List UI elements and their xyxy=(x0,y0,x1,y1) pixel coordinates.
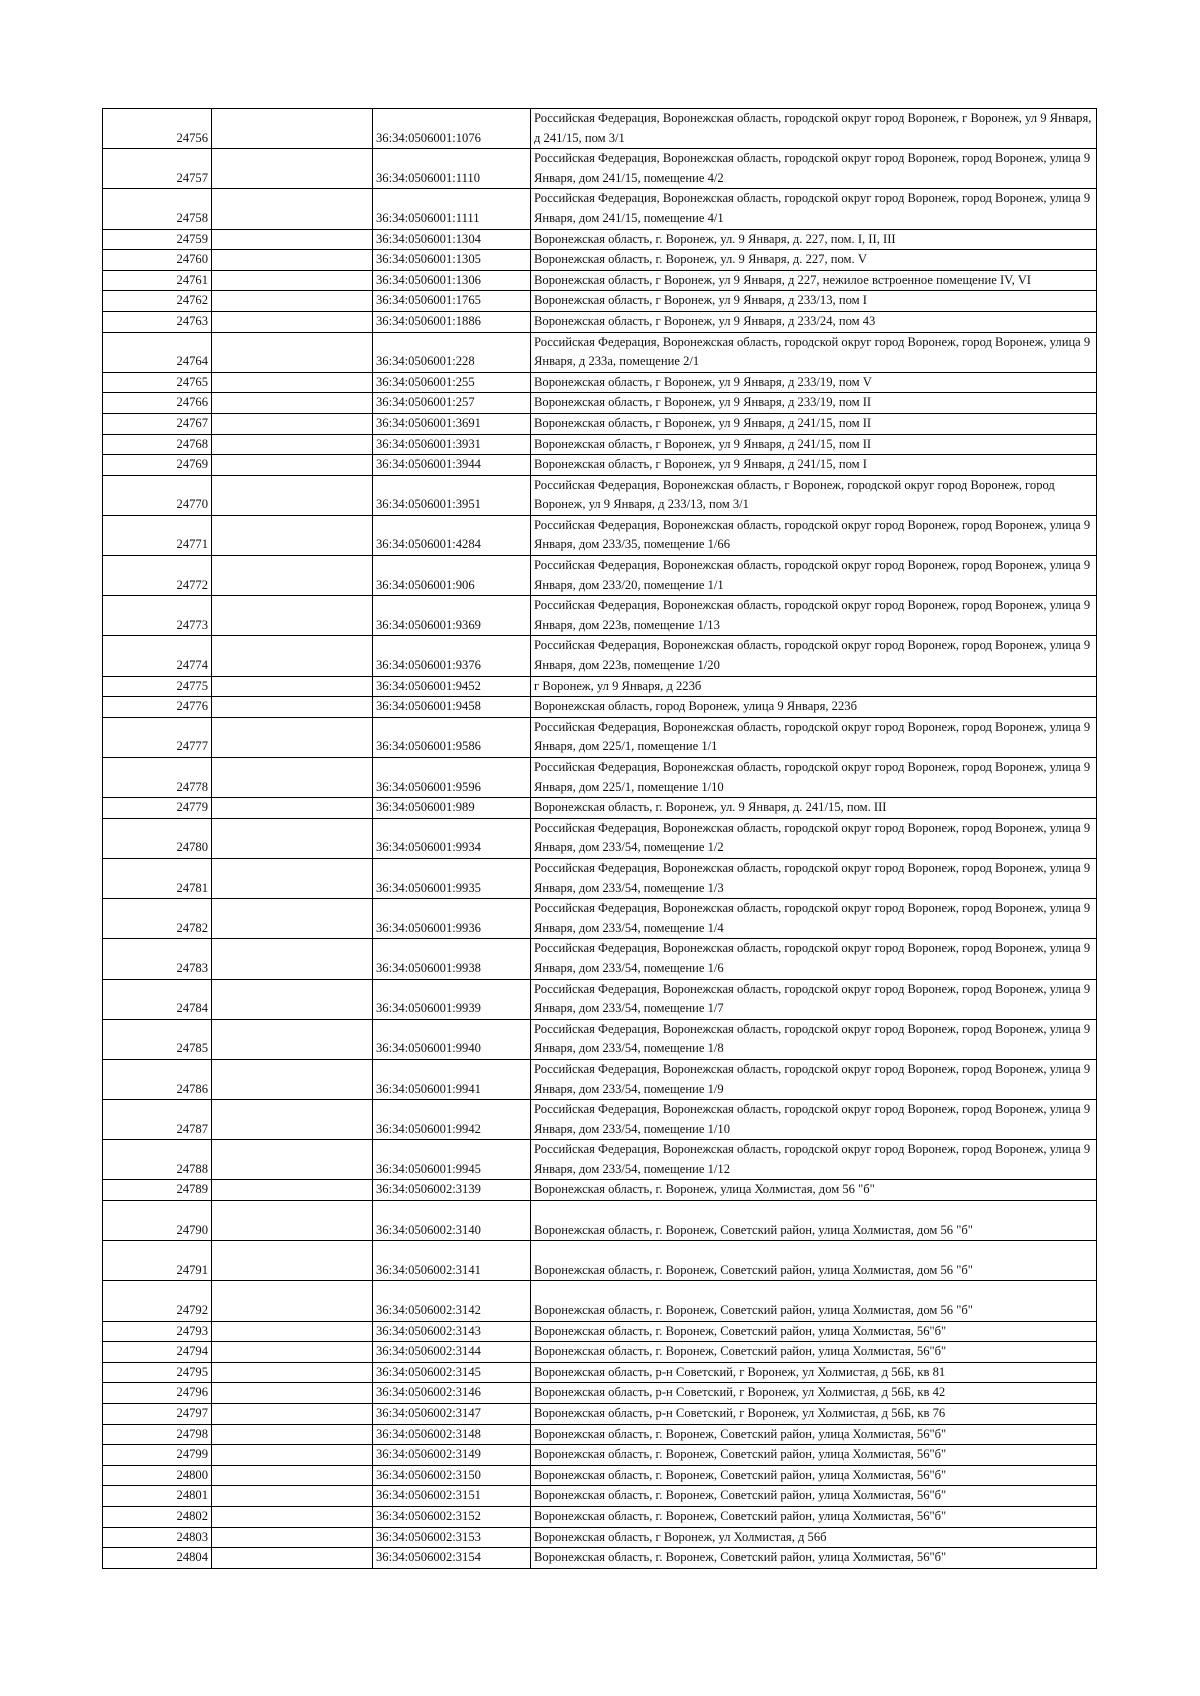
address-cell: Воронежская область, г. Воронеж, Советский район, улица Холмистая, 56"б" xyxy=(531,1486,1097,1507)
table-row xyxy=(103,596,1097,636)
row-number-cell: 24757 xyxy=(103,149,212,189)
row-number-cell: 24792 xyxy=(103,1281,212,1321)
row-number-cell: 24779 xyxy=(103,798,212,819)
cadastral-number-cell: 36:34:0506001:1306 xyxy=(373,270,531,291)
address-cell: Воронежская область, г Воронеж, ул 9 Января, д 233/24, пом 43 xyxy=(531,311,1097,332)
empty-cell xyxy=(212,717,373,757)
empty-cell xyxy=(212,1201,373,1241)
address-cell: Воронежская область, р-н Советский, г Воронеж, ул Холмистая, д 56Б, кв 81 xyxy=(531,1362,1097,1383)
table-row xyxy=(103,1527,1097,1548)
row-number-cell: 24780 xyxy=(103,818,212,858)
address-cell: Российская Федерация, Воронежская область, городской округ город Воронеж, город Воронеж, улица 9 Января, дом 241/15, помещение 4/1 xyxy=(531,189,1097,229)
cadastral-number-cell: 36:34:0506002:3149 xyxy=(373,1445,531,1466)
address-cell: Российская Федерация, Воронежская область, городской округ город Воронеж, город Воронеж, улица 9 Января, дом 233/54, помещение 1/8 xyxy=(531,1019,1097,1059)
table-row xyxy=(103,697,1097,718)
empty-cell xyxy=(212,1506,373,1527)
row-number-cell: 24796 xyxy=(103,1383,212,1404)
empty-cell xyxy=(212,291,373,312)
cadastral-number-cell: 36:34:0506001:906 xyxy=(373,556,531,596)
empty-cell xyxy=(212,1362,373,1383)
address-cell: Воронежская область, г. Воронеж, Советский район, улица Холмистая, дом 56 "б" xyxy=(531,1281,1097,1321)
row-number-cell: 24791 xyxy=(103,1241,212,1281)
table-row xyxy=(103,1383,1097,1404)
cadastral-number-cell: 36:34:0506002:3152 xyxy=(373,1506,531,1527)
row-number-cell: 24793 xyxy=(103,1321,212,1342)
document-page xyxy=(102,108,1096,1569)
row-number-cell: 24764 xyxy=(103,332,212,372)
table-row xyxy=(103,455,1097,476)
address-cell: Воронежская область, г Воронеж, ул 9 Января, д 241/15, пом II xyxy=(531,413,1097,434)
table-row xyxy=(103,758,1097,798)
address-cell: Воронежская область, город Воронеж, улица 9 Января, 223б xyxy=(531,697,1097,718)
address-cell: Российская Федерация, Воронежская область, городской округ город Воронеж, город Воронеж, улица 9 Января, дом 233/20, помещение 1/1 xyxy=(531,556,1097,596)
table-row xyxy=(103,1548,1097,1569)
address-cell: Российская Федерация, Воронежская область, городской округ город Воронеж, город Воронеж, улица 9 Января, дом 223в, помещение 1/20 xyxy=(531,636,1097,676)
table-row xyxy=(103,332,1097,372)
cadastral-number-cell: 36:34:0506001:1110 xyxy=(373,149,531,189)
empty-cell xyxy=(212,979,373,1019)
cadastral-number-cell: 36:34:0506002:3140 xyxy=(373,1201,531,1241)
address-cell: Воронежская область, г. Воронеж, Советский район, улица Холмистая, 56"б" xyxy=(531,1548,1097,1569)
row-number-cell: 24786 xyxy=(103,1059,212,1099)
table-row xyxy=(103,717,1097,757)
address-cell: Российская Федерация, Воронежская область, городской округ город Воронеж, город Воронеж, улица 9 Января, дом 233/54, помещение 1/9 xyxy=(531,1059,1097,1099)
table-row xyxy=(103,1241,1097,1281)
table-row xyxy=(103,858,1097,898)
table-row xyxy=(103,1424,1097,1445)
cadastral-number-cell: 36:34:0506001:9942 xyxy=(373,1100,531,1140)
table-row xyxy=(103,515,1097,555)
row-number-cell: 24778 xyxy=(103,758,212,798)
empty-cell xyxy=(212,818,373,858)
address-cell: Российская Федерация, Воронежская область, городской округ город Воронеж, город Воронеж, улица 9 Января, дом 233/35, помещение 1/66 xyxy=(531,515,1097,555)
table-row xyxy=(103,1281,1097,1321)
table-row xyxy=(103,393,1097,414)
table-row xyxy=(103,270,1097,291)
cadastral-number-cell: 36:34:0506001:9596 xyxy=(373,758,531,798)
row-number-cell: 24767 xyxy=(103,413,212,434)
table-row xyxy=(103,1059,1097,1099)
cadastral-number-cell: 36:34:0506002:3148 xyxy=(373,1424,531,1445)
cadastral-number-cell: 36:34:0506002:3145 xyxy=(373,1362,531,1383)
property-register-table xyxy=(102,108,1097,1569)
address-cell: Воронежская область, г. Воронеж, Советский район, улица Холмистая, 56"б" xyxy=(531,1445,1097,1466)
cadastral-number-cell: 36:34:0506001:3931 xyxy=(373,434,531,455)
cadastral-number-cell: 36:34:0506001:9935 xyxy=(373,858,531,898)
empty-cell xyxy=(212,332,373,372)
row-number-cell: 24803 xyxy=(103,1527,212,1548)
cadastral-number-cell: 36:34:0506001:3691 xyxy=(373,413,531,434)
cadastral-number-cell: 36:34:0506001:1076 xyxy=(373,109,531,149)
table-row xyxy=(103,979,1097,1019)
cadastral-number-cell: 36:34:0506001:9458 xyxy=(373,697,531,718)
row-number-cell: 24802 xyxy=(103,1506,212,1527)
address-cell: Российская Федерация, Воронежская область, городской округ город Воронеж, г Воронеж, ул 9 Января, д 241/15, пом 3/1 xyxy=(531,109,1097,149)
address-cell: Воронежская область, г Воронеж, ул 9 Января, д 233/13, пом I xyxy=(531,291,1097,312)
table-row xyxy=(103,1342,1097,1363)
table-row xyxy=(103,1445,1097,1466)
table-row xyxy=(103,250,1097,271)
empty-cell xyxy=(212,676,373,697)
table-row xyxy=(103,1465,1097,1486)
table-row xyxy=(103,556,1097,596)
table-row xyxy=(103,1201,1097,1241)
cadastral-number-cell: 36:34:0506002:3146 xyxy=(373,1383,531,1404)
row-number-cell: 24766 xyxy=(103,393,212,414)
row-number-cell: 24774 xyxy=(103,636,212,676)
row-number-cell: 24775 xyxy=(103,676,212,697)
row-number-cell: 24784 xyxy=(103,979,212,1019)
row-number-cell: 24795 xyxy=(103,1362,212,1383)
empty-cell xyxy=(212,1445,373,1466)
empty-cell xyxy=(212,1241,373,1281)
address-cell: Российская Федерация, Воронежская область, городской округ город Воронеж, город Воронеж, улица 9 Января, дом 233/54, помещение 1/12 xyxy=(531,1140,1097,1180)
row-number-cell: 24790 xyxy=(103,1201,212,1241)
row-number-cell: 24773 xyxy=(103,596,212,636)
cadastral-number-cell: 36:34:0506001:255 xyxy=(373,372,531,393)
address-cell: Воронежская область, г. Воронеж, ул. 9 Января, д. 227, пом. V xyxy=(531,250,1097,271)
cadastral-number-cell: 36:34:0506001:1304 xyxy=(373,229,531,250)
table-row xyxy=(103,229,1097,250)
empty-cell xyxy=(212,1140,373,1180)
address-cell: Российская Федерация, Воронежская область, городской округ город Воронеж, город Воронеж, улица 9 Января, дом 233/54, помещение 1/10 xyxy=(531,1100,1097,1140)
empty-cell xyxy=(212,1465,373,1486)
empty-cell xyxy=(212,1281,373,1321)
cadastral-number-cell: 36:34:0506001:1305 xyxy=(373,250,531,271)
cadastral-number-cell: 36:34:0506001:9941 xyxy=(373,1059,531,1099)
row-number-cell: 24758 xyxy=(103,189,212,229)
cadastral-number-cell: 36:34:0506001:9945 xyxy=(373,1140,531,1180)
table-row xyxy=(103,1506,1097,1527)
table-row xyxy=(103,1486,1097,1507)
cadastral-number-cell: 36:34:0506002:3141 xyxy=(373,1241,531,1281)
address-cell: Российская Федерация, Воронежская область, городской округ город Воронеж, город Воронеж, улица 9 Января, д 233а, помещение 2/1 xyxy=(531,332,1097,372)
cadastral-number-cell: 36:34:0506002:3144 xyxy=(373,1342,531,1363)
row-number-cell: 24772 xyxy=(103,556,212,596)
row-number-cell: 24797 xyxy=(103,1404,212,1425)
table-row xyxy=(103,149,1097,189)
table-row xyxy=(103,291,1097,312)
address-cell: Российская Федерация, Воронежская область, городской округ город Воронеж, город Воронеж, улица 9 Января, дом 233/54, помещение 1/4 xyxy=(531,899,1097,939)
cadastral-number-cell: 36:34:0506001:9936 xyxy=(373,899,531,939)
row-number-cell: 24801 xyxy=(103,1486,212,1507)
empty-cell xyxy=(212,939,373,979)
empty-cell xyxy=(212,413,373,434)
row-number-cell: 24761 xyxy=(103,270,212,291)
address-cell: Воронежская область, г Воронеж, ул 9 Января, д 241/15, пом II xyxy=(531,434,1097,455)
address-cell: Воронежская область, р-н Советский, г Воронеж, ул Холмистая, д 56Б, кв 76 xyxy=(531,1404,1097,1425)
address-cell: Воронежская область, г Воронеж, ул 9 Января, д 233/19, пом II xyxy=(531,393,1097,414)
cadastral-number-cell: 36:34:0506001:9939 xyxy=(373,979,531,1019)
address-cell: Воронежская область, г. Воронеж, ул. 9 Января, д. 241/15, пом. III xyxy=(531,798,1097,819)
address-cell: Российская Федерация, Воронежская область, городской округ город Воронеж, город Воронеж, улица 9 Января, дом 241/15, помещение 4/2 xyxy=(531,149,1097,189)
empty-cell xyxy=(212,109,373,149)
address-cell: Воронежская область, г Воронеж, ул 9 Января, д 233/19, пом V xyxy=(531,372,1097,393)
cadastral-number-cell: 36:34:0506002:3154 xyxy=(373,1548,531,1569)
address-cell: г Воронеж, ул 9 Января, д 223б xyxy=(531,676,1097,697)
row-number-cell: 24799 xyxy=(103,1445,212,1466)
table-row xyxy=(103,818,1097,858)
address-cell: Воронежская область, г. Воронеж, Советский район, улица Холмистая, 56"б" xyxy=(531,1342,1097,1363)
address-cell: Воронежская область, г. Воронеж, Советский район, улица Холмистая, 56"б" xyxy=(531,1506,1097,1527)
empty-cell xyxy=(212,250,373,271)
table-row xyxy=(103,475,1097,515)
table-row xyxy=(103,109,1097,149)
address-cell: Воронежская область, г. Воронеж, Советский район, улица Холмистая, 56"б" xyxy=(531,1321,1097,1342)
table-body xyxy=(103,109,1097,1569)
table-row xyxy=(103,1362,1097,1383)
address-cell: Российская Федерация, Воронежская область, городской округ город Воронеж, город Воронеж, улица 9 Января, дом 225/1, помещение 1/10 xyxy=(531,758,1097,798)
address-cell: Российская Федерация, Воронежская область, городской округ город Воронеж, город Воронеж, улица 9 Января, дом 223в, помещение 1/13 xyxy=(531,596,1097,636)
empty-cell xyxy=(212,1059,373,1099)
empty-cell xyxy=(212,697,373,718)
cadastral-number-cell: 36:34:0506001:1111 xyxy=(373,189,531,229)
row-number-cell: 24798 xyxy=(103,1424,212,1445)
address-cell: Воронежская область, г Воронеж, ул 9 Января, д 227, нежилое встроенное помещение IV, VI xyxy=(531,270,1097,291)
table-row xyxy=(103,434,1097,455)
empty-cell xyxy=(212,311,373,332)
address-cell: Российская Федерация, Воронежская область, городской округ город Воронеж, город Воронеж, улица 9 Января, дом 233/54, помещение 1/7 xyxy=(531,979,1097,1019)
row-number-cell: 24762 xyxy=(103,291,212,312)
address-cell: Российская Федерация, Воронежская область, городской округ город Воронеж, город Воронеж, улица 9 Января, дом 225/1, помещение 1/1 xyxy=(531,717,1097,757)
empty-cell xyxy=(212,229,373,250)
cadastral-number-cell: 36:34:0506002:3147 xyxy=(373,1404,531,1425)
address-cell: Воронежская область, г. Воронеж, Советский район, улица Холмистая, дом 56 "б" xyxy=(531,1201,1097,1241)
address-cell: Российская Федерация, Воронежская область, городской округ город Воронеж, город Воронеж, улица 9 Января, дом 233/54, помещение 1/2 xyxy=(531,818,1097,858)
cadastral-number-cell: 36:34:0506001:3951 xyxy=(373,475,531,515)
cadastral-number-cell: 36:34:0506002:3151 xyxy=(373,1486,531,1507)
row-number-cell: 24763 xyxy=(103,311,212,332)
table-row xyxy=(103,311,1097,332)
row-number-cell: 24794 xyxy=(103,1342,212,1363)
empty-cell xyxy=(212,1100,373,1140)
empty-cell xyxy=(212,758,373,798)
empty-cell xyxy=(212,596,373,636)
row-number-cell: 24756 xyxy=(103,109,212,149)
table-row xyxy=(103,1321,1097,1342)
address-cell: Воронежская область, г Воронеж, ул 9 Января, д 241/15, пом I xyxy=(531,455,1097,476)
empty-cell xyxy=(212,475,373,515)
table-row xyxy=(103,899,1097,939)
table-row xyxy=(103,372,1097,393)
cadastral-number-cell: 36:34:0506002:3143 xyxy=(373,1321,531,1342)
cadastral-number-cell: 36:34:0506001:3944 xyxy=(373,455,531,476)
empty-cell xyxy=(212,372,373,393)
cadastral-number-cell: 36:34:0506001:228 xyxy=(373,332,531,372)
cadastral-number-cell: 36:34:0506001:9938 xyxy=(373,939,531,979)
cadastral-number-cell: 36:34:0506001:257 xyxy=(373,393,531,414)
cadastral-number-cell: 36:34:0506002:3139 xyxy=(373,1180,531,1201)
cadastral-number-cell: 36:34:0506001:9586 xyxy=(373,717,531,757)
address-cell: Воронежская область, г. Воронеж, Советский район, улица Холмистая, дом 56 "б" xyxy=(531,1241,1097,1281)
row-number-cell: 24800 xyxy=(103,1465,212,1486)
row-number-cell: 24769 xyxy=(103,455,212,476)
empty-cell xyxy=(212,1424,373,1445)
address-cell: Российская Федерация, Воронежская область, городской округ город Воронеж, город Воронеж, улица 9 Января, дом 233/54, помещение 1/6 xyxy=(531,939,1097,979)
row-number-cell: 24789 xyxy=(103,1180,212,1201)
empty-cell xyxy=(212,798,373,819)
row-number-cell: 24759 xyxy=(103,229,212,250)
address-cell: Российская Федерация, Воронежская область, г Воронеж, городской округ город Воронеж, город Воронеж, ул 9 Января, д 233/13, пом 3/1 xyxy=(531,475,1097,515)
table-row xyxy=(103,798,1097,819)
row-number-cell: 24788 xyxy=(103,1140,212,1180)
row-number-cell: 24760 xyxy=(103,250,212,271)
empty-cell xyxy=(212,189,373,229)
table-row xyxy=(103,636,1097,676)
cadastral-number-cell: 36:34:0506001:9452 xyxy=(373,676,531,697)
table-row xyxy=(103,939,1097,979)
empty-cell xyxy=(212,434,373,455)
table-row xyxy=(103,1140,1097,1180)
row-number-cell: 24771 xyxy=(103,515,212,555)
cadastral-number-cell: 36:34:0506001:1765 xyxy=(373,291,531,312)
table-row xyxy=(103,1404,1097,1425)
address-cell: Российская Федерация, Воронежская область, городской округ город Воронеж, город Воронеж, улица 9 Января, дом 233/54, помещение 1/3 xyxy=(531,858,1097,898)
empty-cell xyxy=(212,1019,373,1059)
row-number-cell: 24787 xyxy=(103,1100,212,1140)
empty-cell xyxy=(212,1321,373,1342)
row-number-cell: 24765 xyxy=(103,372,212,393)
row-number-cell: 24804 xyxy=(103,1548,212,1569)
empty-cell xyxy=(212,636,373,676)
empty-cell xyxy=(212,899,373,939)
address-cell: Воронежская область, г. Воронеж, Советский район, улица Холмистая, 56"б" xyxy=(531,1424,1097,1445)
empty-cell xyxy=(212,858,373,898)
cadastral-number-cell: 36:34:0506001:9940 xyxy=(373,1019,531,1059)
empty-cell xyxy=(212,1527,373,1548)
address-cell: Воронежская область, р-н Советский, г Воронеж, ул Холмистая, д 56Б, кв 42 xyxy=(531,1383,1097,1404)
row-number-cell: 24782 xyxy=(103,899,212,939)
empty-cell xyxy=(212,1383,373,1404)
cadastral-number-cell: 36:34:0506001:9934 xyxy=(373,818,531,858)
address-cell: Воронежская область, г. Воронеж, Советский район, улица Холмистая, 56"б" xyxy=(531,1465,1097,1486)
cadastral-number-cell: 36:34:0506001:989 xyxy=(373,798,531,819)
row-number-cell: 24783 xyxy=(103,939,212,979)
address-cell: Воронежская область, г. Воронеж, улица Холмистая, дом 56 "б" xyxy=(531,1180,1097,1201)
empty-cell xyxy=(212,1342,373,1363)
cadastral-number-cell: 36:34:0506002:3142 xyxy=(373,1281,531,1321)
empty-cell xyxy=(212,1486,373,1507)
table-row xyxy=(103,413,1097,434)
table-row xyxy=(103,189,1097,229)
address-cell: Воронежская область, г Воронеж, ул Холмистая, д 56б xyxy=(531,1527,1097,1548)
table-row xyxy=(103,1100,1097,1140)
table-row xyxy=(103,1180,1097,1201)
row-number-cell: 24770 xyxy=(103,475,212,515)
cadastral-number-cell: 36:34:0506002:3153 xyxy=(373,1527,531,1548)
empty-cell xyxy=(212,515,373,555)
cadastral-number-cell: 36:34:0506002:3150 xyxy=(373,1465,531,1486)
table-row xyxy=(103,676,1097,697)
empty-cell xyxy=(212,149,373,189)
empty-cell xyxy=(212,556,373,596)
empty-cell xyxy=(212,270,373,291)
empty-cell xyxy=(212,1180,373,1201)
row-number-cell: 24785 xyxy=(103,1019,212,1059)
cadastral-number-cell: 36:34:0506001:1886 xyxy=(373,311,531,332)
cadastral-number-cell: 36:34:0506001:9376 xyxy=(373,636,531,676)
empty-cell xyxy=(212,393,373,414)
row-number-cell: 24776 xyxy=(103,697,212,718)
table-row xyxy=(103,1019,1097,1059)
cadastral-number-cell: 36:34:0506001:4284 xyxy=(373,515,531,555)
cadastral-number-cell: 36:34:0506001:9369 xyxy=(373,596,531,636)
row-number-cell: 24768 xyxy=(103,434,212,455)
empty-cell xyxy=(212,1404,373,1425)
row-number-cell: 24781 xyxy=(103,858,212,898)
empty-cell xyxy=(212,1548,373,1569)
row-number-cell: 24777 xyxy=(103,717,212,757)
empty-cell xyxy=(212,455,373,476)
address-cell: Воронежская область, г. Воронеж, ул. 9 Января, д. 227, пом. I, II, III xyxy=(531,229,1097,250)
